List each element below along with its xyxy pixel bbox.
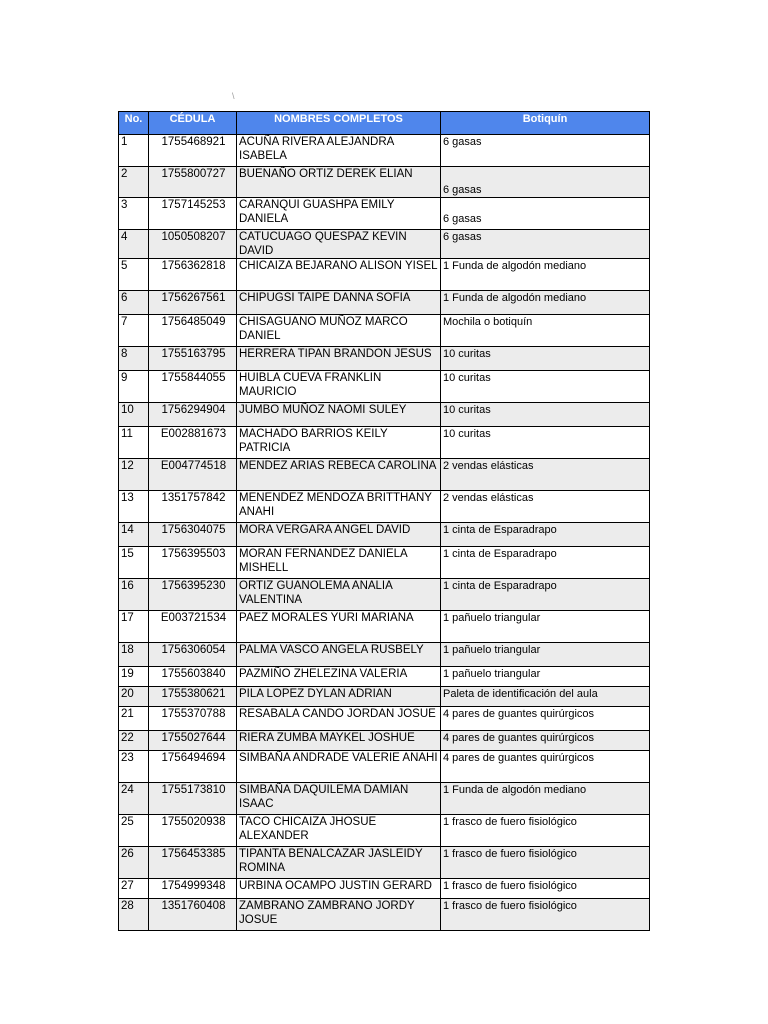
table-row [119,643,650,667]
row-name: MORAN FERNANDEZ DANIELA MISHELL [237,547,441,579]
row-botiquin: 6 gasas [441,135,650,167]
row-cedula: 1757145253 [149,198,237,230]
row-cedula: 1755603840 [149,667,237,687]
table-row [119,427,650,459]
row-botiquin: 10 curitas [441,371,650,403]
row-name: MENDEZ ARIAS REBECA CAROLINA [237,459,441,491]
table-row [119,751,650,783]
table-row [119,230,650,259]
table-row [119,259,650,291]
row-cedula: 1756485049 [149,315,237,347]
table-row [119,167,650,198]
table-row [119,347,650,371]
row-botiquin: 10 curitas [441,403,650,427]
row-botiquin: 10 curitas [441,347,650,371]
row-number: 25 [119,815,149,847]
row-name: SIMBAÑA DAQUILEMA DAMIAN ISAAC [237,783,441,815]
row-cedula: 1756494694 [149,751,237,783]
row-botiquin: 1 cinta de Esparadrapo [441,523,650,547]
row-number: 23 [119,751,149,783]
table-row [119,879,650,899]
row-botiquin: 6 gasas [441,198,650,230]
row-botiquin: 1 frasco de fuero fisiológico [441,879,650,899]
row-number: 6 [119,291,149,315]
row-name: CHISAGUANO MUÑOZ MARCO DANIEL [237,315,441,347]
row-cedula: 1755173810 [149,783,237,815]
row-number: 14 [119,523,149,547]
row-botiquin: 2 vendas elásticas [441,459,650,491]
row-number: 21 [119,707,149,731]
row-cedula: 1755163795 [149,347,237,371]
row-botiquin: 1 pañuelo triangular [441,667,650,687]
row-number: 4 [119,230,149,259]
table-row [119,523,650,547]
row-cedula: 1755800727 [149,167,237,198]
row-name: MENENDEZ MENDOZA BRITTHANY ANAHI [237,491,441,523]
table-row [119,579,650,611]
row-botiquin: 4 pares de guantes quirúrgicos [441,707,650,731]
row-number: 17 [119,611,149,643]
table-row [119,611,650,643]
table-row [119,315,650,347]
row-cedula: 1756453385 [149,847,237,879]
row-botiquin: 2 vendas elásticas [441,491,650,523]
row-cedula: 1754999348 [149,879,237,899]
row-name: HERRERA TIPAN BRANDON JESUS [237,347,441,371]
row-number: 15 [119,547,149,579]
row-name: RIERA ZUMBA MAYKEL JOSHUE [237,731,441,751]
row-botiquin: 1 frasco de fuero fisiológico [441,899,650,931]
row-botiquin: 6 gasas [441,167,650,198]
row-botiquin: 1 Funda de algodón mediano [441,783,650,815]
row-number: 18 [119,643,149,667]
row-name: SIMBAÑA ANDRADE VALERIE ANAHI [237,751,441,783]
table-row [119,707,650,731]
row-number: 2 [119,167,149,198]
row-botiquin: 1 cinta de Esparadrapo [441,579,650,611]
table-row [119,687,650,707]
row-name: CHIPUGSI TAIPE DANNA SOFIA [237,291,441,315]
row-number: 3 [119,198,149,230]
row-cedula: 1755020938 [149,815,237,847]
row-number: 16 [119,579,149,611]
row-number: 7 [119,315,149,347]
row-cedula: E004774518 [149,459,237,491]
header-mark: \ [232,91,235,101]
row-cedula: 1756267561 [149,291,237,315]
row-number: 5 [119,259,149,291]
row-botiquin: 4 pares de guantes quirúrgicos [441,731,650,751]
table-row [119,815,650,847]
table-row [119,847,650,879]
row-name: PAEZ MORALES YURI MARIANA [237,611,441,643]
row-name: RESABALA CANDO JORDAN JOSUE [237,707,441,731]
row-name: TACO CHICAIZA JHOSUE ALEXANDER [237,815,441,847]
row-botiquin: 1 frasco de fuero fisiológico [441,847,650,879]
student-roster-table [118,111,650,931]
row-cedula: 1756395503 [149,547,237,579]
row-name: BUENAÑO ORTIZ DEREK ELIAN [237,167,441,198]
row-name: PAZMIÑO ZHELEZINA VALERIA [237,667,441,687]
row-cedula: 1756294904 [149,403,237,427]
row-name: ORTIZ GUANOLEMA ANALIA VALENTINA [237,579,441,611]
row-number: 9 [119,371,149,403]
row-number: 12 [119,459,149,491]
row-number: 1 [119,135,149,167]
row-number: 20 [119,687,149,707]
row-name: CATUCUAGO QUESPAZ KEVIN DAVID [237,230,441,259]
table-row [119,403,650,427]
table-row [119,459,650,491]
row-name: MACHADO BARRIOS KEILY PATRICIA [237,427,441,459]
row-number: 19 [119,667,149,687]
row-botiquin: 1 pañuelo triangular [441,611,650,643]
table-header-row [119,112,650,135]
row-botiquin: 4 pares de guantes quirúrgicos [441,751,650,783]
row-number: 10 [119,403,149,427]
row-botiquin: 1 Funda de algodón mediano [441,291,650,315]
row-botiquin: 6 gasas [441,230,650,259]
row-cedula: 1756304075 [149,523,237,547]
row-cedula: 1756395230 [149,579,237,611]
row-cedula: 1755370788 [149,707,237,731]
column-header-cedula: CÉDULA [149,112,237,135]
table-row [119,731,650,751]
row-cedula: 1755380621 [149,687,237,707]
table-row [119,491,650,523]
row-number: 28 [119,899,149,931]
row-cedula: 1351757842 [149,491,237,523]
row-botiquin: 1 cinta de Esparadrapo [441,547,650,579]
row-number: 22 [119,731,149,751]
row-cedula: 1755844055 [149,371,237,403]
row-cedula: 1755027644 [149,731,237,751]
row-number: 13 [119,491,149,523]
row-name: ACUÑA RIVERA ALEJANDRA ISABELA [237,135,441,167]
row-name: ZAMBRANO ZAMBRANO JORDY JOSUE [237,899,441,931]
row-name: PILA LOPEZ DYLAN ADRIAN [237,687,441,707]
table-row [119,135,650,167]
row-cedula: E003721534 [149,611,237,643]
row-name: CHICAIZA BEJARANO ALISON YISEL [237,259,441,291]
row-botiquin: 1 pañuelo triangular [441,643,650,667]
row-number: 11 [119,427,149,459]
table-body [119,135,650,931]
table-row [119,899,650,931]
table-row [119,547,650,579]
row-name: JUMBO MUÑOZ NAOMI SULEY [237,403,441,427]
table-row [119,783,650,815]
row-cedula: 1756306054 [149,643,237,667]
column-header-no: No. [119,112,149,135]
row-botiquin: 1 frasco de fuero fisiológico [441,815,650,847]
row-cedula: 1756362818 [149,259,237,291]
table-row [119,371,650,403]
row-name: HUIBLA CUEVA FRANKLIN MAURICIO [237,371,441,403]
row-name: PALMA VASCO ANGELA RUSBELY [237,643,441,667]
row-botiquin: 10 curitas [441,427,650,459]
row-name: CARANQUI GUASHPA EMILY DANIELA [237,198,441,230]
column-header-nombres: NOMBRES COMPLETOS [237,112,441,135]
row-name: URBINA OCAMPO JUSTIN GERARD [237,879,441,899]
row-botiquin: Paleta de identificación del aula [441,687,650,707]
table-row [119,291,650,315]
row-cedula: 1050508207 [149,230,237,259]
row-number: 26 [119,847,149,879]
row-number: 27 [119,879,149,899]
row-cedula: 1351760408 [149,899,237,931]
table-row [119,667,650,687]
row-number: 24 [119,783,149,815]
row-cedula: 1755468921 [149,135,237,167]
row-name: MORA VERGARA ANGEL DAVID [237,523,441,547]
table-row [119,198,650,230]
row-cedula: E002881673 [149,427,237,459]
row-name: TIPANTA BENALCAZAR JASLEIDY ROMINA [237,847,441,879]
row-botiquin: Mochila o botiquín [441,315,650,347]
column-header-botiquin: Botiquín [441,112,650,135]
row-botiquin: 1 Funda de algodón mediano [441,259,650,291]
row-number: 8 [119,347,149,371]
